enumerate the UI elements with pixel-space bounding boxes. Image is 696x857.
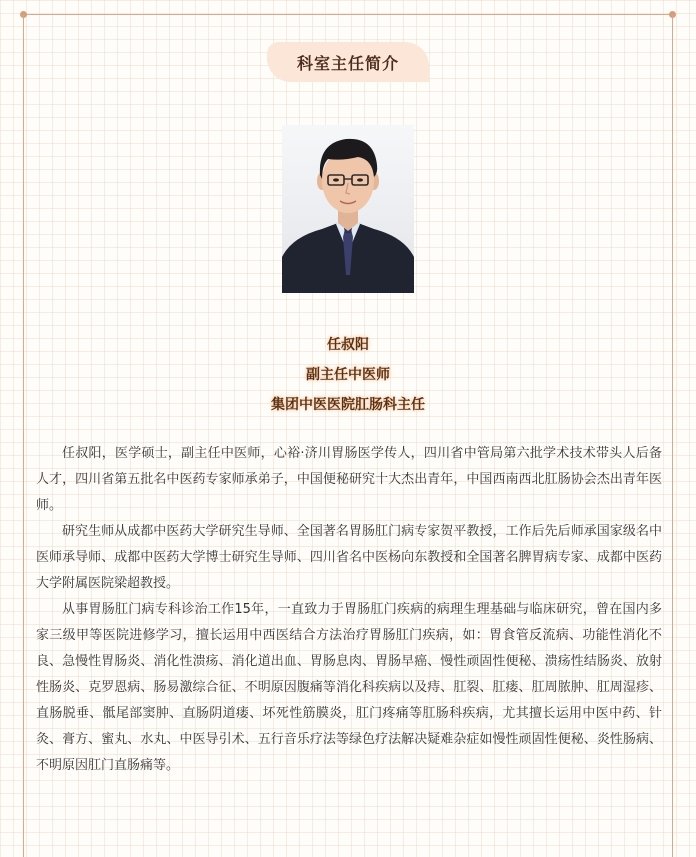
frame-left-line [23, 15, 24, 857]
frame-right-line [672, 15, 673, 857]
section-title-tab [267, 42, 429, 82]
doctor-position: 集团中医医院肛肠科主任 [271, 397, 425, 413]
section-title: 科室主任简介 [296, 53, 399, 73]
frame-top-line [24, 14, 672, 15]
bio-paragraph: 研究生师从成都中医药大学研究生导师、全国著名胃肠肛门病专家贺平教授，工作后先后师承国家级名中医师承导师、成都中医药大学博士研究生导师、四川省名中医杨向东教授和全国著名脾胃病专家、成都中医药大学附属医院梁超教授。 [36, 524, 662, 591]
doctor-name: 任叔阳 [327, 337, 369, 353]
doctor-bio [36, 441, 662, 779]
bio-paragraph: 任叔阳，医学硕士，副主任中医师，心裕·济川胃肠医学传人，四川省中管局第六批学术技术带头人后备人才，四川省第五批名中医药专家师承弟子，中国便秘研究十大杰出青年，中国西南西北肛肠协会杰出青年医师。 [36, 446, 662, 513]
doctor-portrait [282, 125, 414, 293]
doctor-title: 副主任中医师 [306, 367, 390, 383]
bio-paragraph: 从事胃肠肛门病专科诊治工作15年，一直致力于胃肠肛门疾病的病理生理基础与临床研究，曾在国内多家三级甲等医院进修学习，擅长运用中西医结合方法治疗胃肠肛门疾病，如：胃食管反流病、功能性消化不良、急慢性胃肠炎、消化性溃疡、消化道出血、胃肠息肉、胃肠早癌、慢性顽固性便秘、溃疡性结肠炎、放射性肠炎、克罗恩病、肠易激综合征、不明原因腹痛等消化科疾病以及痔、肛裂、肛瘘、肛周脓肿、肛周湿疹、直肠脱垂、骶尾部窦肿、直肠阴道瘘、坏死性筋膜炎，肛门疼痛等肛肠科疾病，尤其擅长运用中医中药、针灸、膏方、蜜丸、水丸、中医导引术、五行音乐疗法等绿色疗法解决疑难杂症如慢性顽固性便秘、炎性肠病、不明原因肛门直肠痛等。 [36, 602, 662, 773]
doctor-heading [0, 330, 696, 420]
portrait-image [282, 125, 414, 293]
